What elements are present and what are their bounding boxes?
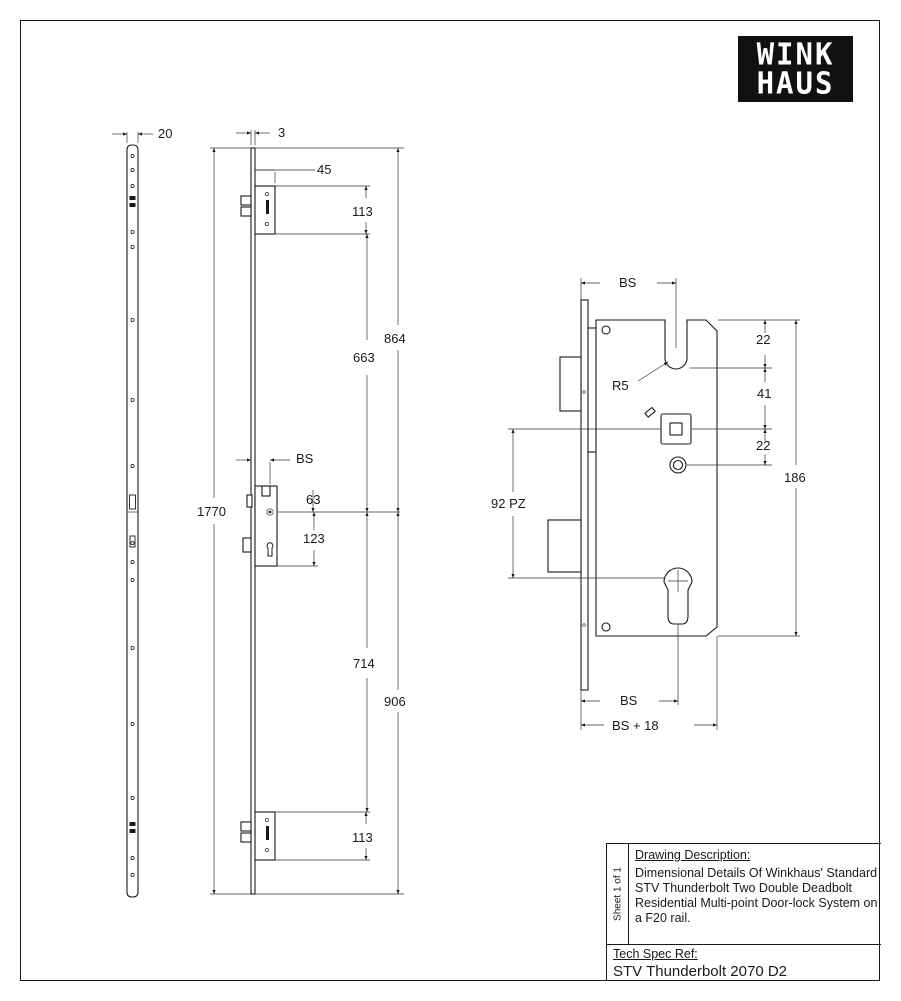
- sheet-label-cell: [607, 844, 629, 944]
- centre-gearbox: [255, 486, 277, 566]
- bs-bottom-dim: BS: [620, 693, 638, 708]
- overall-length-dim: 1770: [197, 504, 226, 519]
- top-overall-dim: 864: [384, 331, 406, 346]
- side-faceplate: [251, 148, 255, 894]
- lower-bolt: [548, 520, 581, 572]
- logo-line-1: WINK: [756, 36, 835, 72]
- centre-to-bottom-dim: 714: [353, 656, 375, 671]
- bs-plus-dim: BS + 18: [612, 718, 659, 733]
- tech-spec-row: [607, 944, 881, 982]
- description-cell: [635, 848, 879, 926]
- height-dim: 186: [784, 470, 806, 485]
- bottom-deadbolt-box: [255, 812, 275, 860]
- side-thickness-dim: 3: [278, 125, 286, 140]
- top-offset-dim: 45: [317, 162, 332, 177]
- bs-top-dim: BS: [619, 275, 637, 290]
- lock-case-body: [596, 320, 717, 636]
- sheet-label: Sheet 1 of 1: [612, 867, 623, 921]
- radius-dim: R5: [612, 378, 629, 393]
- spindle-to-hole-dim: 22: [756, 438, 771, 453]
- description-heading: Drawing Description:: [635, 848, 751, 862]
- top-deadbolt-box: [255, 186, 275, 234]
- rail-width-dim: 20: [158, 126, 173, 141]
- logo-line-2: HAUS: [756, 65, 835, 101]
- lock-case-detail: [491, 275, 806, 733]
- title-block: [606, 843, 881, 981]
- tech-spec-value: STV Thunderbolt 2070 D2: [613, 963, 788, 980]
- description-text: Dimensional Details Of Winkhaus' Standard STV Thunderbolt Two Double Deadbolt Residential Multi-point Door-lock System on a F20 rail.: [635, 866, 878, 925]
- rail-view: [112, 126, 172, 897]
- side-view: [197, 125, 406, 894]
- rail-outline: [127, 145, 138, 897]
- top-box-dim: 113: [352, 204, 373, 219]
- pz-dim: 92 PZ: [491, 496, 526, 511]
- centre-bs-dim: BS: [296, 451, 314, 466]
- slot-to-spindle-dim: 41: [757, 386, 772, 401]
- detail-faceplate: [581, 300, 588, 690]
- bottom-box-dim: 113: [352, 830, 373, 845]
- centre-lower-dim: 123: [303, 531, 325, 546]
- bottom-overall-dim: 906: [384, 694, 406, 709]
- top-to-centre-dim: 663: [353, 350, 375, 365]
- sheet-border: [21, 21, 880, 981]
- tech-spec-heading: Tech Spec Ref:: [613, 947, 698, 961]
- slot-dim: 22: [756, 332, 771, 347]
- winkhaus-logo: [738, 36, 853, 102]
- upper-bolt: [560, 357, 581, 411]
- centre-upper-dim: 63: [306, 492, 321, 507]
